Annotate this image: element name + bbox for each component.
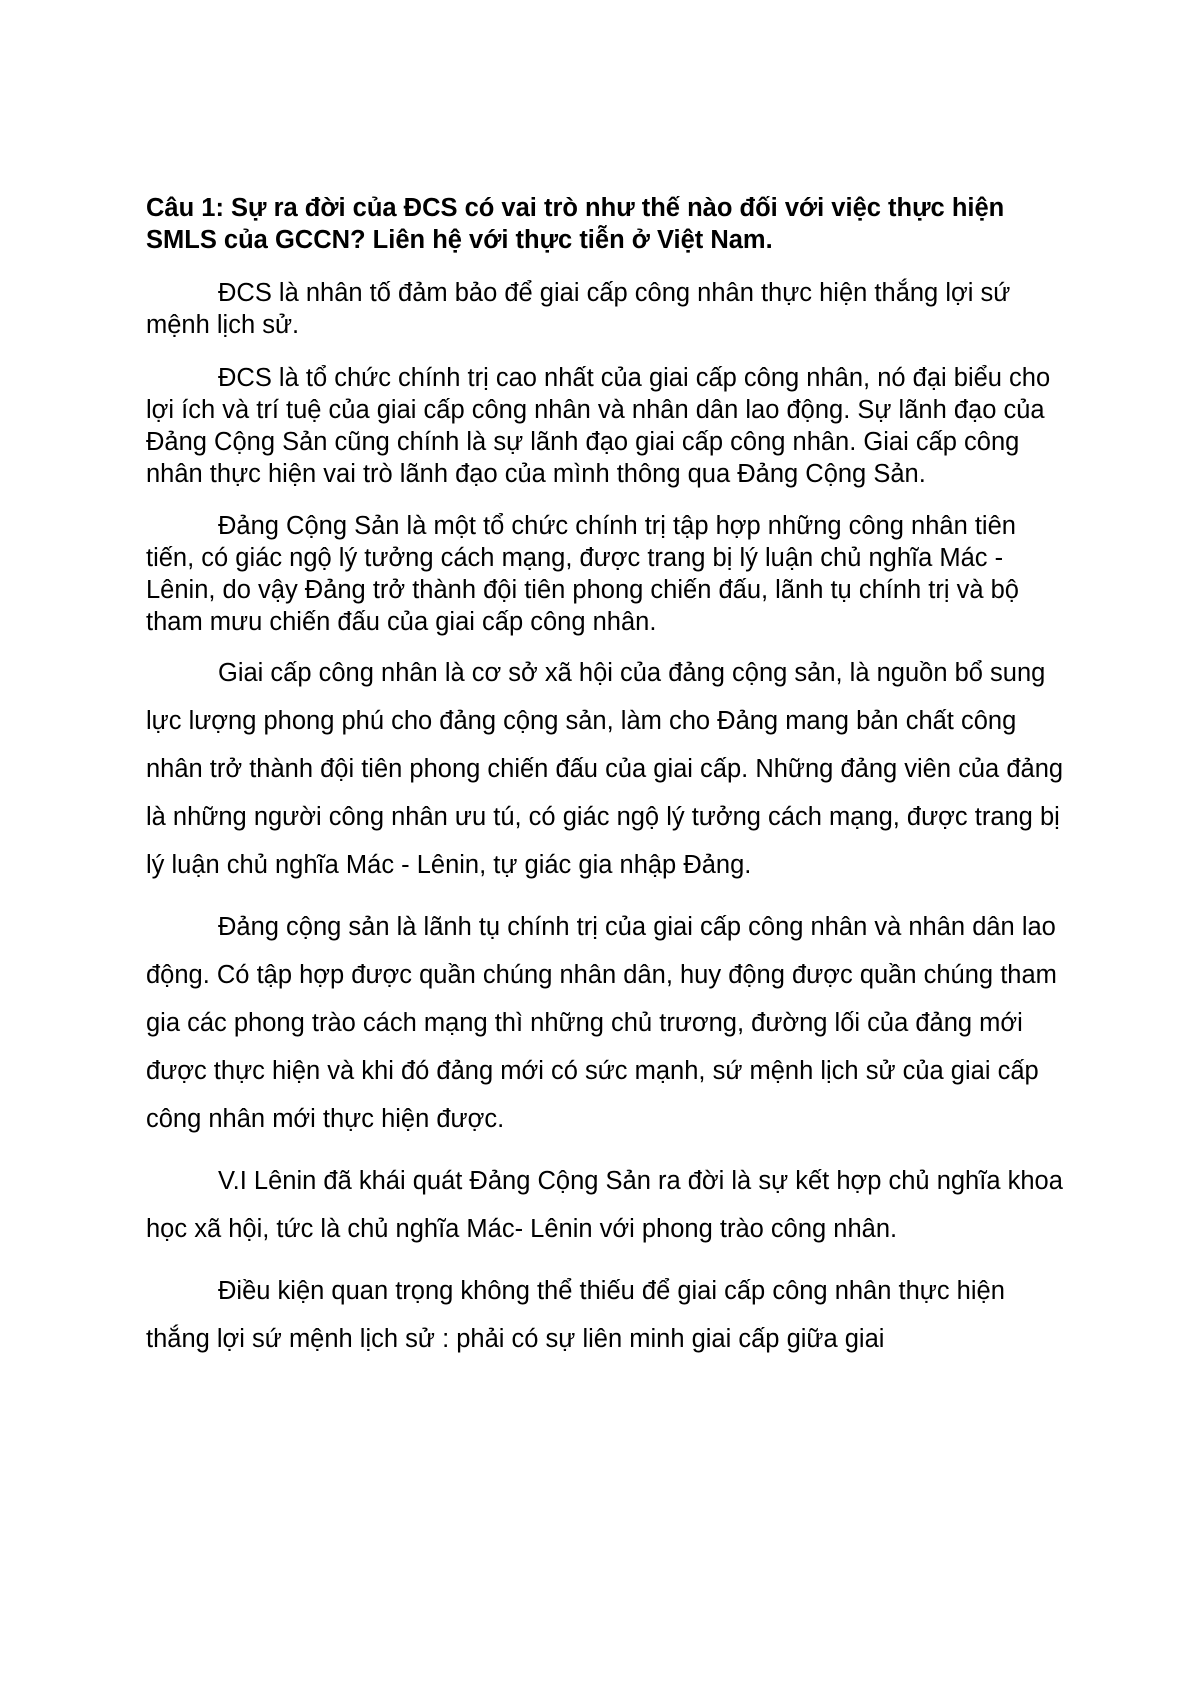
document-body (146, 192, 1066, 1363)
paragraph-7: Điều kiện quan trọng không thể thiếu để giai cấp công nhân thực hiện thắng lợi sứ mệnh lịch sử : phải có sự liên minh giai cấp giữa giai (146, 1277, 1005, 1353)
paragraph-3: Đảng Cộng Sản là một tổ chức chính trị tập hợp những công nhân tiên tiến, có giác ngộ lý tưởng cách mạng, được trang bị lý luận chủ nghĩa Mác - Lênin, do vậy Đảng trở thành đội tiên phong chiến đấu, lãnh tụ chính trị và bộ tham mưu chiến đấu của giai cấp công nhân. (146, 512, 1019, 636)
paragraph-6: V.I Lênin đã khái quát Đảng Cộng Sản ra đời là sự kết hợp chủ nghĩa khoa học xã hội, tức là chủ nghĩa Mác- Lênin với phong trào công nhân. (146, 1167, 1063, 1243)
paragraph-5: Đảng cộng sản là lãnh tụ chính trị của giai cấp công nhân và nhân dân lao động. Có tập hợp được quần chúng nhân dân, huy động được quần chúng tham gia các phong trào cách mạng thì những chủ trương, đường lối của đảng mới được thực hiện và khi đó đảng mới có sức mạnh, sứ mệnh lịch sử của giai cấp công nhân mới thực hiện được. (146, 913, 1057, 1133)
question-heading: Câu 1: Sự ra đời của ĐCS có vai trò như thế nào đối với việc thực hiện SMLS của GCCN? Liên hệ với thực tiễn ở Việt Nam. (146, 194, 1005, 254)
paragraph-1: ĐCS là nhân tố đảm bảo để giai cấp công nhân thực hiện thắng lợi sứ mệnh lịch sử. (146, 279, 1011, 339)
paragraph-4: Giai cấp công nhân là cơ sở xã hội của đảng cộng sản, là nguồn bổ sung lực lượng phong phú cho đảng cộng sản, làm cho Đảng mang bản chất công nhân trở thành đội tiên phong chiến đấu của giai cấp. Những đảng viên của đảng là những người công nhân ưu tú, có giác ngộ lý tưởng cách mạng, được trang bị lý luận chủ nghĩa Mác - Lênin, tự giác gia nhập Đảng. (146, 659, 1064, 879)
paragraph-2: ĐCS là tổ chức chính trị cao nhất của giai cấp công nhân, nó đại biểu cho lợi ích và trí tuệ của giai cấp công nhân và nhân dân lao động. Sự lãnh đạo của Đảng Cộng Sản cũng chính là sự lãnh đạo giai cấp công nhân. Giai cấp công nhân thực hiện vai trò lãnh đạo của mình thông qua Đảng Cộng Sản. (146, 364, 1051, 488)
